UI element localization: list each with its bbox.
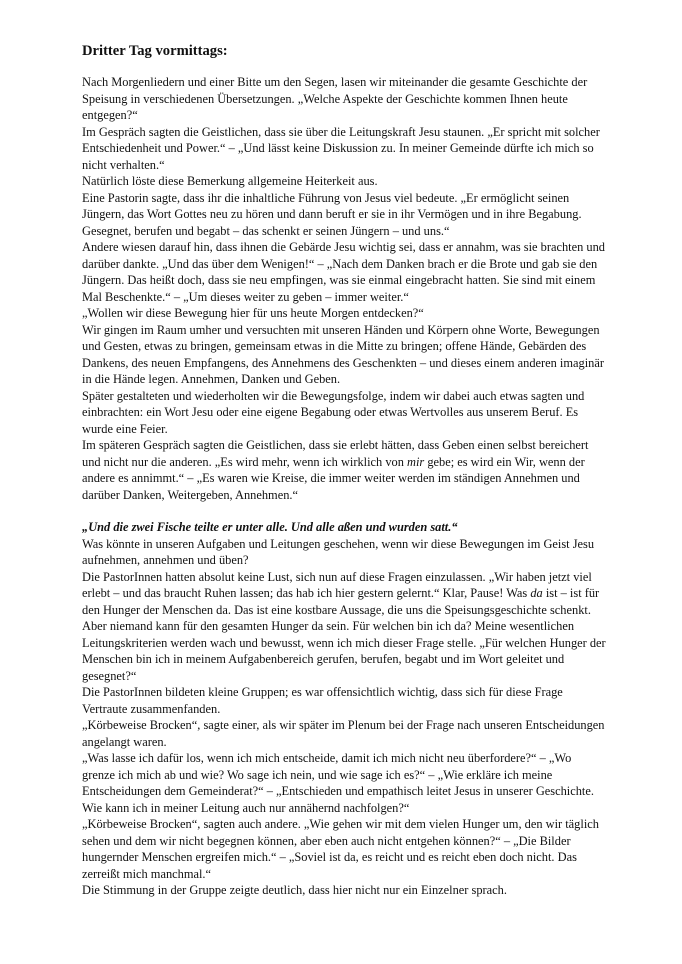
- section-gap: [82, 503, 607, 519]
- paragraph-bewegung-frage: „Wollen wir diese Bewegung hier für uns heute Morgen entdecken?“: [82, 306, 424, 320]
- paragraph-gebaerde: Andere wiesen darauf hin, dass ihnen die Gebärde Jesu wichtig sei, dass er annahm, was sie brachten und darüber dankte. „Und das über dem Wenigen!“ – „Nach dem Danken brach er die Brote und gab sie den Jüngern. Das heißt doch, dass sie neu empfingen, was sie einmal eingebracht hatten. Sie sind mit einem Mal Beschenkte.“ – „Um dieses weiter zu geben – immer weiter.“: [82, 240, 605, 304]
- paragraph-leitungskraft: Im Gespräch sagten die Geistlichen, dass sie über die Leitungskraft Jesu staunen. „Er spricht mit solcher Entschiedenheit und Power.“ – „Und lässt keine Diskussion zu. In meiner Gemeinde dürfte ich mich so nicht verhalten.“: [82, 124, 600, 172]
- paragraph-pastorin: Eine Pastorin sagte, dass ihr die inhaltliche Führung von Jesus viel bedeute. „Er ermöglicht seinen Jüngern, das Wort Gottes neu zu hören und dann beruft er sie in ihr Vermögen und in ihre Begabung. Gesegnet, berufen und begabt – das schenkt er seinen Jüngern – und uns.“: [82, 190, 582, 238]
- emphasis-text: da: [530, 586, 543, 600]
- quote-heading: „Und die zwei Fische teilte er unter alle. Und alle aßen und wurden satt.“: [82, 520, 458, 534]
- emphasis-text: mir: [407, 454, 425, 469]
- paragraph-stimmung: Die Stimmung in der Gruppe zeigte deutlich, dass hier nicht nur ein Einzelner sprach.: [82, 883, 507, 897]
- text-run: ist – ist für den Hunger der Menschen da. Das ist eine kostbare Aussage, die uns die Speisungsgeschichte schenkt. Aber niemand kann für den gesamten Hunger da sein. Für welchen bin ich da? Meine wesentlichen Leitungskriterien werden wach und bewusst, wenn ich mich dieser Frage stelle. „Für welchen Hunger der Menschen bin ich in meinem Aufgabenbereich gerufen, berufen, begabt und im Wort geleitet und gesegnet?“: [82, 586, 606, 683]
- paragraph-aufgaben: Was könnte in unseren Aufgaben und Leitungen geschehen, wenn wir diese Bewegungen im Geist Jesu aufnehmen, annehmen und üben?: [82, 536, 595, 567]
- paragraph-brocken-1: „Körbeweise Brocken“, sagte einer, als wir später im Plenum bei der Frage nach unseren Entscheidungen angelangt waren.: [82, 718, 605, 749]
- paragraph-brocken-2: „Körbeweise Brocken“, sagten auch andere. „Wie gehen wir mit dem vielen Hunger um, den wir täglich sehen und dem wir nicht begegnen können, aber eben auch nicht entgehen können?“ – „Die Bilder hungernder Menschen ergreifen mich.“ – „Soviel ist da, es reicht und es reicht eben doch nicht. Das zerreißt mich manchmal.“: [82, 817, 599, 881]
- document-page: [82, 42, 607, 899]
- paragraph-geben: [82, 437, 607, 503]
- paragraph-gruppen: Die PastorInnen bildeten kleine Gruppen; es war offensichtlich wichtig, dass sich für diese Frage Vertraute zusammenfanden.: [82, 685, 563, 716]
- paragraph-feier: Später gestalteten und wiederholten wir die Bewegungsfolge, indem wir dabei auch etwas sagten und einbrachten: ein Wort Jesu oder eine eigene Begabung oder etwas Wertvolles aus unserem Beruf. Es wurde eine Feier.: [82, 388, 585, 436]
- paragraph-pause: [82, 569, 607, 685]
- paragraph-raum: Wir gingen im Raum umher und versuchten mit unseren Händen und Körpern ohne Worte, Bewegungen und Gesten, etwas zu bringen, gemeinsam etwas in die Mitte zu bringen; offene Hände, Gebärden des Dankens, des neuen Empfangens, des Annehmens des Geschenkten – und dieses einem anderen imaginär in die Hände legen. Annehmen, Danken und Geben.: [82, 322, 604, 386]
- text-run: gebe; es wird ein Wir, wenn der andere es annimmt.“ – „Es waren wie Kreise, die immer weiter werden im ständigen Annehmen und darüber Danken, Weitergeben, Annehmen.“: [82, 454, 585, 502]
- paragraph-heiterkeit: Natürlich löste diese Bemerkung allgemeine Heiterkeit aus.: [82, 174, 378, 188]
- paragraph-intro: Nach Morgenliedern und einer Bitte um den Segen, lasen wir miteinander die gesamte Geschichte der Speisung in verschiedenen Übersetzungen. „Welche Aspekte der Geschichte kommen Ihnen heute entgegen?“: [82, 75, 588, 122]
- page-title: Dritter Tag vormittags:: [82, 43, 228, 59]
- paragraph-fragen: „Was lasse ich dafür los, wenn ich mich entscheide, damit ich mich nicht neu überfordere?“ – „Wo grenze ich mich ab und wie? Wo sage ich nein, und wie sage ich es?“ – „Wie erkläre ich meine Entscheidungen dem Gemeinderat?“ – „Entschieden und empathisch leitet Jesus in unserer Geschichte. Wie kann ich in meiner Leitung auch nur annähernd nachfolgen?“: [82, 751, 594, 815]
- text-run: Im späteren Gespräch sagten die Geistlichen, dass sie erlebt hätten, dass Geben einen selbst bereichert und nicht nur die anderen. „Es wird mehr, wenn ich wirklich von: [82, 438, 589, 469]
- text-run: Die PastorInnen hatten absolut keine Lust, sich nun auf diese Fragen einzulassen. „Wir haben jetzt viel erlebt – und das braucht Ruhen lassen; das hab ich hier gestern gelernt.“ Klar, Pause! Was: [82, 569, 592, 600]
